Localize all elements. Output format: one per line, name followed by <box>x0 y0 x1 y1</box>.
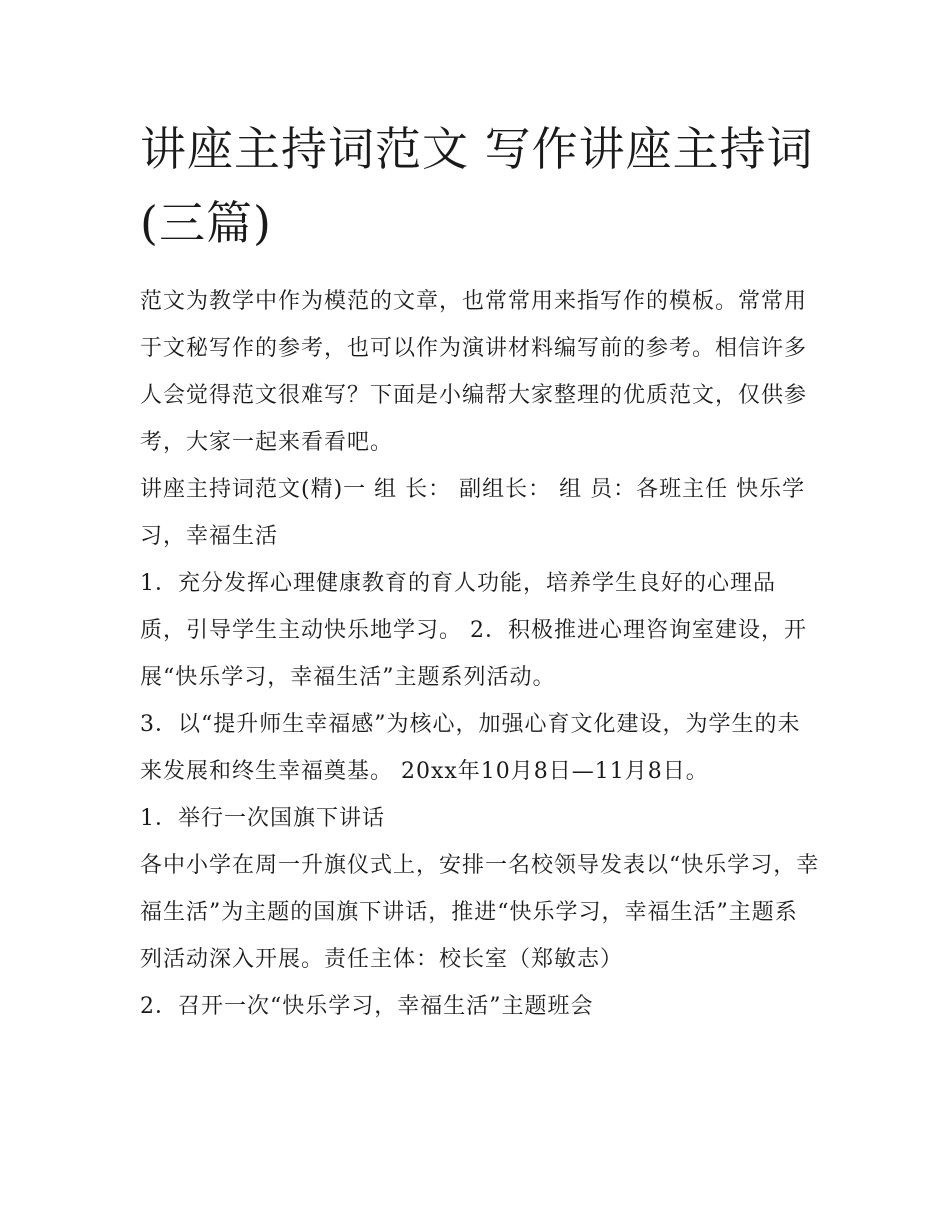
paragraph-activity-2-heading: 2．召开一次“快乐学习，幸福生活”主题班会 <box>140 994 594 1019</box>
intro-paragraph: 范文为教学中作为模范的文章，也常常用来指写作的模板。常常用于文秘写作的参考，也可以作为演讲材料编写前的参考。相信许多人会觉得范文很难写？下面是小编帮大家整理的优质范文，仅供参考，大家一起来看看吧。 <box>140 289 808 455</box>
document-title: 讲座主持词范文 写作讲座主持词(三篇) <box>140 122 814 250</box>
document-content <box>140 112 820 1030</box>
paragraph-activity-1-detail: 各中小学在周一升旗仪式上，安排一名校领导发表以“快乐学习，幸福生活”为主题的国旗下讲话，推进“快乐学习，幸福生活”主题系列活动深入开展。责任主体：校长室（郑敏志） <box>140 853 820 972</box>
document-body <box>140 278 820 1030</box>
paragraph-goals-1-2: 1．充分发挥心理健康教育的育人功能，培养学生良好的心理品质，引导学生主动快乐地学习。 2．积极推进心理咨询室建设，开展“快乐学习，幸福生活”主题系列活动。 <box>140 571 807 690</box>
paragraph-activity-1-heading: 1．举行一次国旗下讲话 <box>140 806 385 831</box>
paragraph-group-members: 讲座主持词范文(精)一 组 长： 副组长： 组 员：各班主任 快乐学习，幸福生活 <box>140 477 806 549</box>
paragraph-goal-3-date: 3．以“提升师生幸福感”为核心，加强心育文化建设，为学生的未来发展和终生幸福奠基。 20xx年10月8日—11月8日。 <box>140 712 801 784</box>
